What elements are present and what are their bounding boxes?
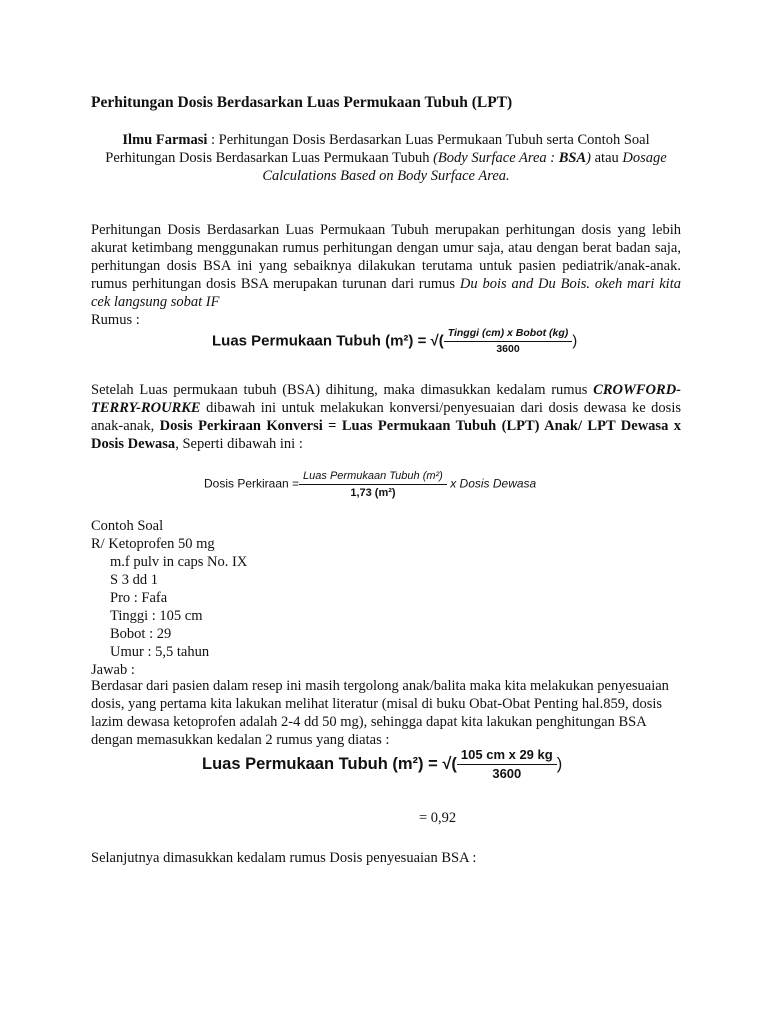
paragraph-2 xyxy=(91,381,681,453)
example-line: Umur : 5,5 tahun xyxy=(110,644,210,660)
paragraph-2-text-2: dibawah ini untuk melakukan konversi/penyesuaian dari dosis dewasa ke dosis anak-anak, xyxy=(91,400,681,434)
formula-bsa-fraction xyxy=(444,327,573,356)
example-rx: R/ Ketoprofen 50 mg xyxy=(91,536,215,552)
formula-example xyxy=(202,747,562,782)
formula-dose-numerator: Luas Permukaan Tubuh (m²) xyxy=(299,469,447,485)
intro-bold-lead: Ilmu Farmasi xyxy=(122,132,208,148)
formula-example-fraction xyxy=(457,747,557,782)
formula-bsa-lhs: Luas Permukaan Tubuh (m²) = √( xyxy=(212,332,444,350)
intro-italic-1: (Body Surface Area : xyxy=(433,150,559,166)
example-line: Pro : Fafa xyxy=(110,590,168,606)
paragraph-1-italic: Du bois and Du Bois. okeh mari kita cek langsung sobat IF xyxy=(91,276,681,310)
example-line: m.f pulv in caps No. IX xyxy=(110,554,248,570)
formula-dose-lhs: Dosis Perkiraan = xyxy=(204,476,300,491)
paragraph-2-text-1: Setelah Luas permukaan tubuh (BSA) dihitung, maka dimasukkan kedalam rumus xyxy=(91,382,594,398)
example-line: Tinggi : 105 cm xyxy=(110,608,203,624)
paragraph-2-text-3: , Seperti dibawah ini : xyxy=(175,436,303,452)
formula-dose-fraction xyxy=(299,469,447,500)
intro-bsa: BSA xyxy=(558,150,587,166)
paragraph-1 xyxy=(91,221,681,311)
example-line: S 3 dd 1 xyxy=(110,572,158,588)
paragraph-2-crowford: CROWFORD-TERRY-ROURKE xyxy=(91,382,681,416)
formula-bsa xyxy=(212,327,577,356)
paragraph-4: Selanjutnya dimasukkan kedalam rumus Dosis penyesuaian BSA : xyxy=(91,850,477,866)
paragraph-2-bold: Dosis Perkiraan Konversi = Luas Permukaan Tubuh (LPT) Anak/ LPT Dewasa x Dosis Dewasa xyxy=(91,418,681,452)
result-value: = 0,92 xyxy=(419,810,457,826)
formula-example-denominator: 3600 xyxy=(492,766,522,781)
intro-italic-2: ) xyxy=(586,150,591,166)
page-title: Perhitungan Dosis Berdasarkan Luas Permukaan Tubuh (LPT) xyxy=(91,94,513,111)
intro-text-1: : Perhitungan Dosis Berdasarkan Luas Permukaan Tubuh serta Contoh Soal Perhitungan Dosis Berdasarkan Luas Permukaan Tubuh xyxy=(105,132,650,166)
intro-paragraph xyxy=(91,131,681,185)
formula-bsa-close: ) xyxy=(572,332,578,350)
formula-example-close: ) xyxy=(556,754,563,773)
formula-example-lhs: Luas Permukaan Tubuh (m²) = √( xyxy=(202,754,457,773)
answer-label: Jawab : xyxy=(91,662,135,678)
paragraph-1-text: Perhitungan Dosis Berdasarkan Luas Permukaan Tubuh merupakan perhitungan dosis yang lebih akurat ketimbang menggunakan rumus perhitungan dengan umur saja, atau dengan berat badan saja, perhitungan dosis BSA ini yang sebaiknya dilakukan terutama untuk pasien pediatrik/anak-anak. rumus perhitungan dosis BSA merupakan turunan dari rumus xyxy=(91,222,681,292)
example-heading: Contoh Soal xyxy=(91,518,164,534)
example-line: Bobot : 29 xyxy=(110,626,172,642)
paragraph-3: Berdasar dari pasien dalam resep ini masih tergolong anak/balita maka kita melakukan penyesuaian dosis, yang pertama kita lakukan melihat literatur (misal di buku Obat-Obat Penting hal.859, dosis lazim dewasa ketoprofen adalah 2-4 dd 50 mg), sehingga dapat kita lakukan penghitungan BSA dengan memasukkan kedalan 2 rumus yang diatas : xyxy=(91,678,669,748)
rumus-label: Rumus : xyxy=(91,312,140,328)
formula-dose xyxy=(204,469,536,500)
formula-bsa-denominator: 3600 xyxy=(496,343,520,355)
formula-bsa-numerator: Tinggi (cm) x Bobot (kg) xyxy=(444,327,573,342)
formula-example-numerator: 105 cm x 29 kg xyxy=(457,747,557,765)
intro-text-2: atau xyxy=(591,150,623,166)
formula-dose-denominator: 1,73 (m²) xyxy=(350,487,396,499)
formula-dose-rhs: x Dosis Dewasa xyxy=(450,476,537,491)
example-list xyxy=(91,517,247,679)
intro-italic-3: Dosage Calculations Based on Body Surface Area. xyxy=(262,150,667,184)
